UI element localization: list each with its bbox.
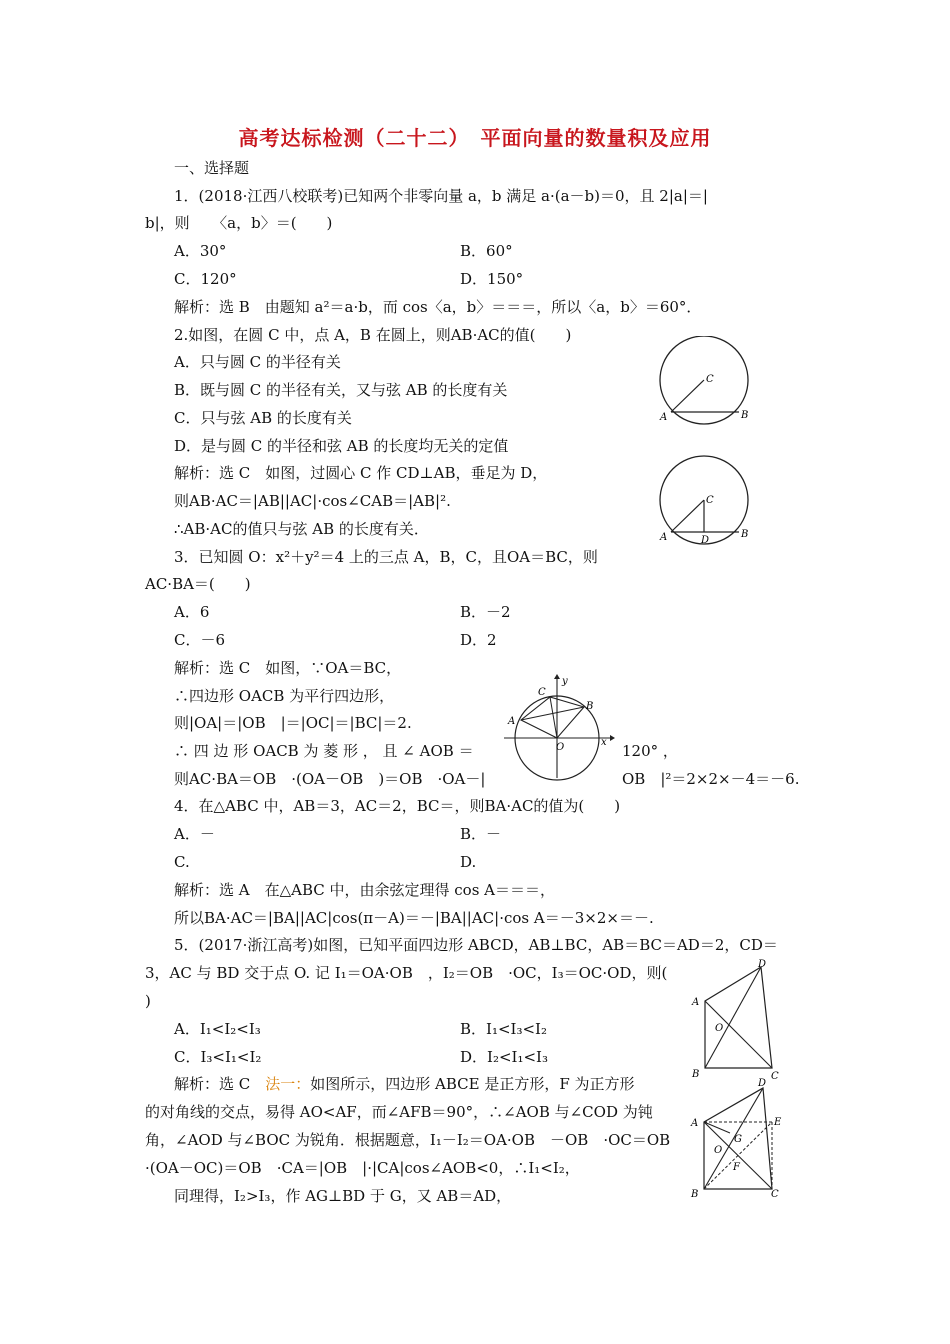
q2-stem: 2.如图，在圆 C 中，点 A，B 在圆上，则AB·AC的值( ) [174, 326, 572, 344]
label-d: D [701, 535, 710, 546]
q5-solution-line5: 同理得，I₂>I₃，作 AG⊥BD 于 G，又 AB＝AD， [174, 1187, 512, 1205]
q3-solution-line1: 解析：选 C 如图，∵OA＝BC， [174, 659, 402, 677]
q3-circle-figure [500, 672, 615, 782]
label-b: B [741, 410, 749, 421]
q5-option-c: C．I₃<I₁<I₂ [174, 1048, 262, 1066]
q3-stem-line1: 3．已知圆 O：x²＋y²＝4 上的三点 A，B，C，且OA＝BC，则 [174, 548, 598, 566]
q3-solution-line3: 则|OA|＝|OB |＝|OC|＝|BC|＝2. [174, 714, 412, 732]
q3-option-c: C．－6 [174, 631, 226, 649]
q2-option-d: D．是与圆 C 的半径和弦 AB 的长度均无关的定值 [174, 437, 509, 455]
label-c: C [771, 1071, 779, 1080]
q4-option-a: A．－ [174, 825, 215, 843]
q4-option-b: B．－ [460, 825, 502, 843]
label-b: B [691, 1189, 699, 1200]
label-a: A [660, 412, 668, 423]
y-axis-arrow [554, 674, 560, 679]
q2-option-b: B．既与圆 C 的半径有关，又与弦 AB 的长度有关 [174, 381, 508, 399]
q2-option-a: A．只与圆 C 的半径有关 [174, 353, 341, 371]
q3-solution-line5b: OB |²＝2×2×－4＝－6. [622, 770, 800, 788]
q5-stem-line2: 3，AC 与 BD 交于点 O. 记 I₁＝OA·OB ，I₂＝OB ·OC，I₃＝OC·OD，则( [145, 964, 668, 982]
q1-stem-line1: 1．(2018·江西八校联考)已知两个非零向量 a，b 满足 a·(a－b)＝0，且 2|a|＝| [174, 187, 708, 205]
q4-option-c: C. [174, 853, 190, 871]
q5-stem-line1: 5．(2017·浙江高考)如图，已知平面四边形 ABCD，AB⊥BC，AB＝BC＝AD＝2，CD＝ [174, 936, 778, 954]
q4-solution-line2: 所以BA·AC＝|BA||AC|cos(π－A)＝－|BA||AC|·cos A＝－3×2×＝－. [174, 909, 654, 927]
label-d: D [758, 1078, 767, 1089]
rhombus-oacb [521, 697, 584, 738]
q5-option-d: D．I₂<I₁<I₃ [460, 1048, 548, 1066]
label-o: O [714, 1145, 723, 1156]
diagonal-ac [705, 1001, 772, 1068]
diagonal-bd [705, 967, 761, 1068]
q5-solution-line4: ·(OA－OC)＝OB ·CA＝|OB |·|CA|cos∠AOB<0，∴I₁<I₂， [145, 1159, 580, 1177]
q2-option-c: C．只与弦 AB 的长度有关 [174, 409, 352, 427]
q5-method-marker: 法一： [265, 1075, 311, 1093]
label-g: G [734, 1134, 742, 1145]
label-b: B [692, 1069, 700, 1080]
label-a: A [692, 997, 700, 1008]
segment-ac [671, 500, 704, 532]
q2-solution-line2: 则AB·AC＝|AB||AC|·cos∠CAB＝|AB|². [174, 492, 451, 510]
q2-circle-figure [655, 336, 755, 428]
section-heading: 一、选择题 [174, 159, 250, 177]
label-e: E [774, 1117, 782, 1128]
q1-solution: 解析：选 B 由题知 a²＝a·b，而 cos〈a，b〉＝＝＝，所以〈a，b〉＝60°． [174, 298, 702, 316]
label-c: C [538, 687, 546, 698]
label-c: C [706, 374, 714, 385]
q4-option-d: D. [460, 853, 477, 871]
q3-option-a: A．6 [174, 603, 210, 621]
q4-solution-line1: 解析：选 A 在△ABC 中，由余弦定理得 cos A＝＝＝， [174, 881, 556, 899]
segment-ag [704, 1122, 730, 1133]
q3-solution-line2: ∴四边形 OACB 为平行四边形， [174, 687, 395, 705]
label-b: B [741, 529, 749, 540]
q5-solution-line1 [174, 1074, 635, 1094]
label-o: O [556, 742, 565, 753]
label-d: D [758, 959, 767, 970]
label-f: F [733, 1162, 740, 1173]
q5-stem-line3: ) [145, 992, 151, 1010]
diagonal-oc [550, 697, 557, 738]
label-b: B [586, 701, 594, 712]
q5-solution-line2: 的对角线的交点，易得 AO<AF，而∠AFB＝90°，∴∠AOB 与∠COD 为钝 [145, 1103, 653, 1121]
q3-option-d: D．2 [460, 631, 497, 649]
quadrilateral-abcd [705, 967, 772, 1068]
q3-solution-line4a: ∴ 四 边 形 OACB 为 菱 形 ， 且 ∠ AOB ＝ [174, 742, 474, 760]
q5-solution-figure [688, 1076, 788, 1200]
q1-option-a: A．30° [174, 242, 227, 260]
q3-option-b: B．－2 [460, 603, 511, 621]
label-o: O [715, 1023, 724, 1034]
page-title: 高考达标检测（二十二） 平面向量的数量积及应用 [238, 126, 712, 150]
q4-stem: 4．在△ABC 中，AB＝3，AC＝2，BC＝，则BA·AC的值为( ) [174, 797, 621, 815]
q3-solution-line4b: 120° ， [622, 742, 678, 760]
label-a: A [660, 532, 668, 543]
q5-solution-rest: 如图所示，四边形 ABCE 是正方形，F 为正方形 [310, 1075, 635, 1093]
q5-solution-prefix: 解析：选 C [174, 1075, 266, 1093]
label-a: A [691, 1118, 699, 1129]
label-c: C [706, 495, 714, 506]
q2-solution-figure [655, 455, 755, 547]
q1-stem-line2: b|，则 〈a，b〉＝( ) [145, 214, 333, 232]
label-c: C [771, 1189, 779, 1200]
label-x: x [601, 737, 607, 748]
q1-option-b: B．60° [460, 242, 513, 260]
label-y: y [562, 676, 568, 687]
q5-quadrilateral-figure [688, 955, 788, 1080]
q3-solution-line5a: 则AC·BA＝OB ·(OA－OB )＝OB ·OA－| [174, 770, 486, 788]
q3-stem-line2: AC·BA＝( ) [145, 575, 251, 593]
q5-option-a: A．I₁<I₂<I₃ [174, 1020, 261, 1038]
label-a: A [508, 716, 516, 727]
q5-solution-line3: 角，∠AOD 与∠BOC 为锐角．根据题意，I₁－I₂＝OA·OB －OB ·OC＝OB [145, 1131, 671, 1149]
q2-solution-line3: ∴AB·AC的值只与弦 AB 的长度有关． [174, 520, 429, 538]
q1-option-c: C．120° [174, 270, 237, 288]
q1-option-d: D．150° [460, 270, 524, 288]
q5-option-b: B．I₁<I₃<I₂ [460, 1020, 547, 1038]
q2-solution-line1: 解析：选 C 如图，过圆心 C 作 CD⊥AB，垂足为 D， [174, 464, 548, 482]
x-axis-arrow [610, 735, 615, 741]
segment-ac [671, 380, 704, 412]
